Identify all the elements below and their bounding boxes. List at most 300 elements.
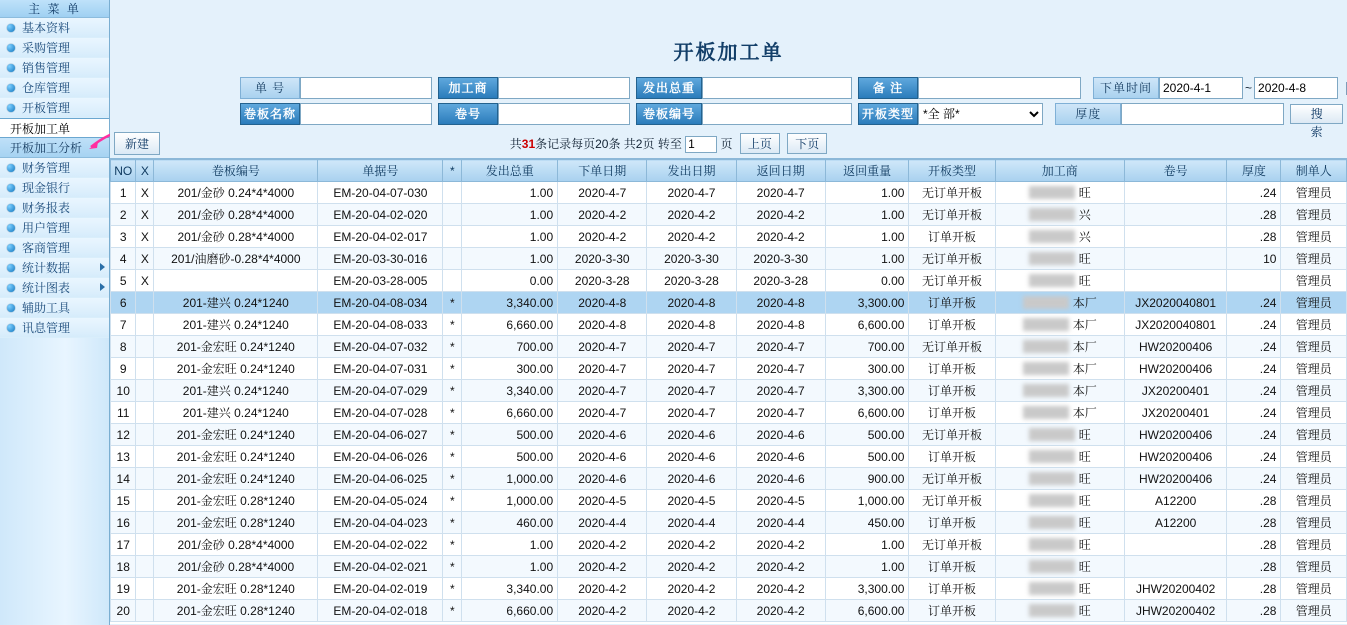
cell-back-weight: 6,600.00 (825, 314, 909, 336)
sidebar-item-basic-info[interactable] (0, 18, 109, 38)
cell-roll-no (1125, 226, 1227, 248)
cell-back-date: 2020-4-2 (736, 556, 825, 578)
pager-text-1: 共 (509, 137, 522, 151)
bullet-icon (7, 64, 15, 72)
cell-back-date: 2020-4-6 (736, 468, 825, 490)
cell-no: 11 (111, 402, 136, 424)
sidebar-item-customer-mgmt[interactable] (0, 238, 109, 258)
roll-no-input[interactable] (498, 103, 630, 125)
cell-back-weight: 700.00 (825, 336, 909, 358)
cell-doc-no: EM-20-04-02-021 (318, 556, 443, 578)
cell-order-date: 2020-4-8 (558, 292, 647, 314)
cell-maker: 管理员 (1281, 248, 1347, 270)
cell-back-date: 2020-4-2 (736, 204, 825, 226)
cell-processor: 本厂 (995, 380, 1124, 402)
cell-open-type: 无订单开板 (909, 424, 995, 446)
cell-star: * (443, 358, 462, 380)
sidebar-item-label: 开板加工单 (10, 122, 71, 136)
cell-x (136, 490, 154, 512)
column-header-back-weight[interactable]: 返回重量 (825, 160, 909, 182)
cell-star: * (443, 512, 462, 534)
cell-x: X (136, 248, 154, 270)
sidebar-item-tools[interactable] (0, 298, 109, 318)
cell-x (136, 380, 154, 402)
doc-no-input[interactable] (300, 77, 432, 99)
cell-no: 16 (111, 512, 136, 534)
cell-order-date: 2020-4-7 (558, 336, 647, 358)
table-row[interactable] (111, 600, 1347, 622)
cell-back-date: 2020-3-28 (736, 270, 825, 292)
cell-maker: 管理员 (1281, 314, 1347, 336)
cell-doc-no: EM-20-04-07-032 (318, 336, 443, 358)
sidebar-item-label: 现金银行 (22, 181, 71, 195)
sidebar-item-finance[interactable] (0, 158, 109, 178)
cell-no: 4 (111, 248, 136, 270)
cell-processor: 旺 (995, 424, 1124, 446)
cell-back-weight: 6,600.00 (825, 600, 909, 622)
cell-roll-code: 201/金砂 0.28*4*4000 (154, 226, 318, 248)
cell-total-out: 1,000.00 (462, 490, 558, 512)
table-row[interactable] (111, 182, 1347, 204)
toolbar (110, 129, 1347, 158)
cell-out-date: 2020-4-7 (647, 358, 736, 380)
column-header-roll-code[interactable]: 卷板编号 (154, 160, 318, 182)
cell-roll-no (1125, 204, 1227, 226)
cell-maker: 管理员 (1281, 578, 1347, 600)
cell-roll-code: 201-金宏旺 0.24*1240 (154, 358, 318, 380)
cell-thickness (1227, 270, 1281, 292)
table-row[interactable] (111, 292, 1347, 314)
cell-maker: 管理员 (1281, 380, 1347, 402)
cell-doc-no: EM-20-04-04-023 (318, 512, 443, 534)
column-header-processor[interactable]: 加工商 (995, 160, 1124, 182)
cell-maker: 管理员 (1281, 358, 1347, 380)
cell-processor: 本厂 (995, 358, 1124, 380)
sidebar-item-user-mgmt[interactable] (0, 218, 109, 238)
cell-out-date: 2020-4-2 (647, 204, 736, 226)
cell-order-date: 2020-4-2 (558, 226, 647, 248)
sidebar-item-financial-report[interactable] (0, 198, 109, 218)
cell-total-out: 460.00 (462, 512, 558, 534)
search-panel (110, 77, 1347, 139)
cell-back-date: 2020-4-7 (736, 380, 825, 402)
cell-order-date: 2020-4-7 (558, 182, 647, 204)
bullet-icon (7, 24, 15, 32)
cell-maker: 管理员 (1281, 446, 1347, 468)
cell-order-date: 2020-4-2 (558, 204, 647, 226)
chevron-right-icon (100, 283, 105, 291)
roll-name-input[interactable] (300, 103, 432, 125)
search-row-1 (240, 77, 1343, 99)
cell-back-date: 2020-4-7 (736, 182, 825, 204)
table-row[interactable] (111, 490, 1347, 512)
thickness-input[interactable] (1121, 103, 1284, 125)
cell-star: * (443, 446, 462, 468)
cell-back-weight: 1.00 (825, 204, 909, 226)
cell-thickness: .24 (1227, 314, 1281, 336)
table-row[interactable] (111, 578, 1347, 600)
cell-back-weight: 900.00 (825, 468, 909, 490)
cell-maker: 管理员 (1281, 226, 1347, 248)
cell-roll-no: HW20200406 (1125, 424, 1227, 446)
cell-thickness: .24 (1227, 182, 1281, 204)
cell-no: 1 (111, 182, 136, 204)
cell-open-type: 订单开板 (909, 402, 995, 424)
cell-processor: 旺 (995, 556, 1124, 578)
cell-maker: 管理员 (1281, 424, 1347, 446)
cell-roll-code (154, 270, 318, 292)
cell-order-date: 2020-4-2 (558, 534, 647, 556)
sidebar-item-plate-process-order[interactable] (0, 118, 109, 138)
table-row[interactable] (111, 248, 1347, 270)
sidebar-item-purchasing[interactable] (0, 38, 109, 58)
cell-back-weight: 3,300.00 (825, 292, 909, 314)
column-header-thickness[interactable]: 厚度 (1227, 160, 1281, 182)
label-total-out: 发出总重 (636, 77, 702, 99)
cell-order-date: 2020-3-30 (558, 248, 647, 270)
cell-back-date: 2020-3-30 (736, 248, 825, 270)
cell-out-date: 2020-3-30 (647, 248, 736, 270)
data-table (110, 159, 1347, 622)
cell-open-type: 无订单开板 (909, 490, 995, 512)
cell-doc-no: EM-20-04-07-028 (318, 402, 443, 424)
table-row[interactable] (111, 204, 1347, 226)
cell-star: * (443, 402, 462, 424)
cell-back-date: 2020-4-6 (736, 446, 825, 468)
cell-open-type: 订单开板 (909, 380, 995, 402)
cell-roll-no: HW20200406 (1125, 468, 1227, 490)
sidebar-item-plate-process-analysis[interactable] (0, 138, 109, 158)
cell-x (136, 512, 154, 534)
main-content (110, 0, 1347, 625)
bullet-icon (7, 104, 15, 112)
prev-page-button[interactable]: 上页 (740, 133, 780, 154)
column-header-open-type[interactable]: 开板类型 (909, 160, 995, 182)
table-header (111, 160, 1347, 182)
cell-maker: 管理员 (1281, 468, 1347, 490)
cell-processor: 兴 (995, 204, 1124, 226)
table-row[interactable] (111, 314, 1347, 336)
total-out-input[interactable] (702, 77, 852, 99)
cell-total-out: 1.00 (462, 204, 558, 226)
cell-open-type: 订单开板 (909, 292, 995, 314)
cell-doc-no: EM-20-03-28-005 (318, 270, 443, 292)
cell-no: 8 (111, 336, 136, 358)
cell-roll-no (1125, 270, 1227, 292)
cell-out-date: 2020-4-8 (647, 292, 736, 314)
cell-out-date: 2020-4-6 (647, 424, 736, 446)
cell-back-date: 2020-4-8 (736, 314, 825, 336)
sidebar-item-messages[interactable] (0, 318, 109, 338)
cell-total-out: 300.00 (462, 358, 558, 380)
cell-out-date: 2020-4-7 (647, 336, 736, 358)
cell-doc-no: EM-20-04-02-022 (318, 534, 443, 556)
column-header-maker[interactable]: 制单人 (1281, 160, 1347, 182)
cell-maker: 管理员 (1281, 534, 1347, 556)
cell-x (136, 292, 154, 314)
cell-thickness: .24 (1227, 336, 1281, 358)
cell-total-out: 500.00 (462, 424, 558, 446)
table-row[interactable] (111, 380, 1347, 402)
cell-roll-no (1125, 248, 1227, 270)
table-row[interactable] (111, 534, 1347, 556)
table-row[interactable] (111, 226, 1347, 248)
cell-roll-no (1125, 534, 1227, 556)
cell-star (443, 182, 462, 204)
cell-processor: 旺 (995, 600, 1124, 622)
cell-maker: 管理员 (1281, 490, 1347, 512)
processor-input[interactable] (498, 77, 630, 99)
cell-total-out: 1.00 (462, 248, 558, 270)
cell-roll-code: 201-金宏旺 0.24*1240 (154, 446, 318, 468)
label-open-type: 开板类型 (858, 103, 918, 125)
cell-back-date: 2020-4-6 (736, 424, 825, 446)
cell-processor: 本厂 (995, 336, 1124, 358)
sidebar-item-label: 讯息管理 (22, 321, 71, 335)
bullet-icon (7, 44, 15, 52)
sidebar-item-label: 统计数据 (22, 261, 71, 275)
date-range-separator: ~ (1245, 81, 1253, 95)
cell-maker: 管理员 (1281, 512, 1347, 534)
cell-back-date: 2020-4-7 (736, 358, 825, 380)
sidebar-item-label: 用户管理 (22, 221, 71, 235)
cell-x: X (136, 204, 154, 226)
cell-no: 15 (111, 490, 136, 512)
cell-open-type: 无订单开板 (909, 534, 995, 556)
table-row[interactable] (111, 270, 1347, 292)
column-header-x[interactable]: X (136, 160, 154, 182)
cell-processor: 本厂 (995, 402, 1124, 424)
cell-total-out: 0.00 (462, 270, 558, 292)
sidebar-item-label: 统计图表 (22, 281, 71, 295)
cell-back-date: 2020-4-7 (736, 336, 825, 358)
sidebar-item-label: 开板加工分析 (10, 141, 83, 155)
cell-open-type: 无订单开板 (909, 336, 995, 358)
order-date-to-input[interactable] (1254, 77, 1338, 99)
cell-back-weight: 1,000.00 (825, 490, 909, 512)
cell-doc-no: EM-20-04-02-020 (318, 204, 443, 226)
next-page-button[interactable]: 下页 (787, 133, 827, 154)
cell-thickness: .28 (1227, 490, 1281, 512)
cell-x: X (136, 226, 154, 248)
cell-roll-code: 201-金宏旺 0.28*1240 (154, 512, 318, 534)
cell-x (136, 556, 154, 578)
bullet-icon (7, 324, 15, 332)
cell-total-out: 6,660.00 (462, 402, 558, 424)
bullet-icon (7, 164, 15, 172)
cell-roll-code: 201/金砂 0.28*4*4000 (154, 556, 318, 578)
cell-back-weight: 3,300.00 (825, 380, 909, 402)
sidebar (0, 0, 110, 625)
cell-star (443, 226, 462, 248)
cell-out-date: 2020-4-4 (647, 512, 736, 534)
cell-thickness: 10 (1227, 248, 1281, 270)
cell-back-date: 2020-4-2 (736, 600, 825, 622)
cell-star: * (443, 336, 462, 358)
cell-out-date: 2020-4-7 (647, 380, 736, 402)
cell-out-date: 2020-3-28 (647, 270, 736, 292)
pager (160, 133, 1177, 154)
cell-processor: 旺 (995, 490, 1124, 512)
table-row[interactable] (111, 446, 1347, 468)
cell-x (136, 336, 154, 358)
cell-processor: 兴 (995, 226, 1124, 248)
cell-roll-code: 201-金宏旺 0.28*1240 (154, 578, 318, 600)
cell-x (136, 578, 154, 600)
cell-doc-no: EM-20-04-06-025 (318, 468, 443, 490)
order-date-from-input[interactable] (1159, 77, 1243, 99)
cell-no: 17 (111, 534, 136, 556)
cell-order-date: 2020-3-28 (558, 270, 647, 292)
cell-back-date: 2020-4-8 (736, 292, 825, 314)
cell-roll-no (1125, 556, 1227, 578)
cell-total-out: 6,660.00 (462, 314, 558, 336)
cell-roll-no: JHW20200402 (1125, 578, 1227, 600)
cell-doc-no: EM-20-04-02-019 (318, 578, 443, 600)
table-row[interactable] (111, 512, 1347, 534)
column-header-doc-no[interactable]: 单据号 (318, 160, 443, 182)
cell-thickness: .28 (1227, 578, 1281, 600)
new-button[interactable]: 新建 (114, 132, 160, 155)
open-type-select[interactable] (918, 103, 1043, 125)
cell-out-date: 2020-4-2 (647, 556, 736, 578)
sidebar-item-label: 采购管理 (22, 41, 71, 55)
cell-open-type: 无订单开板 (909, 204, 995, 226)
cell-maker: 管理员 (1281, 336, 1347, 358)
sidebar-item-cash-bank[interactable] (0, 178, 109, 198)
cell-no: 18 (111, 556, 136, 578)
cell-roll-code: 201/油磨砂-0.28*4*4000 (154, 248, 318, 270)
cell-processor: 旺 (995, 270, 1124, 292)
sidebar-item-label: 财务管理 (22, 161, 71, 175)
cell-out-date: 2020-4-2 (647, 534, 736, 556)
sidebar-item-statistics-data[interactable] (0, 258, 109, 278)
cell-maker: 管理员 (1281, 182, 1347, 204)
column-header-roll-no[interactable]: 卷号 (1125, 160, 1227, 182)
cell-roll-code: 201-金宏旺 0.28*1240 (154, 490, 318, 512)
bullet-icon (7, 84, 15, 92)
table-row[interactable] (111, 556, 1347, 578)
label-remark: 备 注 (858, 77, 918, 99)
cell-order-date: 2020-4-5 (558, 490, 647, 512)
cell-x (136, 446, 154, 468)
cell-thickness: .24 (1227, 446, 1281, 468)
column-header-no[interactable]: NO (111, 160, 136, 182)
cell-no: 9 (111, 358, 136, 380)
cell-roll-no: JX2020040801 (1125, 292, 1227, 314)
cell-roll-no: JHW20200402 (1125, 600, 1227, 622)
cell-thickness: .28 (1227, 512, 1281, 534)
table-row[interactable] (111, 336, 1347, 358)
table-row[interactable] (111, 424, 1347, 446)
cell-doc-no: EM-20-04-05-024 (318, 490, 443, 512)
column-header-star[interactable]: * (443, 160, 462, 182)
cell-order-date: 2020-4-8 (558, 314, 647, 336)
cell-open-type: 无订单开板 (909, 270, 995, 292)
cell-star: * (443, 556, 462, 578)
pager-text-2: 条记录每页20条 共2页 转至 (535, 137, 682, 151)
cell-star: * (443, 578, 462, 600)
cell-star: * (443, 600, 462, 622)
cell-star: * (443, 292, 462, 314)
roll-code-input[interactable] (702, 103, 852, 125)
cell-roll-code: 201/金砂 0.28*4*4000 (154, 534, 318, 556)
cell-roll-no: JX20200401 (1125, 402, 1227, 424)
cell-open-type: 订单开板 (909, 446, 995, 468)
cell-total-out: 3,340.00 (462, 380, 558, 402)
sidebar-item-statistics-chart[interactable] (0, 278, 109, 298)
sidebar-item-sales[interactable] (0, 58, 109, 78)
bullet-icon (7, 204, 15, 212)
table-row[interactable] (111, 468, 1347, 490)
column-header-out-date[interactable]: 发出日期 (647, 160, 736, 182)
cell-no: 12 (111, 424, 136, 446)
cell-processor: 旺 (995, 182, 1124, 204)
cell-back-weight: 1.00 (825, 556, 909, 578)
cell-doc-no: EM-20-04-07-030 (318, 182, 443, 204)
cell-x: X (136, 270, 154, 292)
cell-roll-code: 201-金宏旺 0.28*1240 (154, 600, 318, 622)
cell-total-out: 1.00 (462, 534, 558, 556)
cell-roll-no: A12200 (1125, 490, 1227, 512)
cell-roll-no: JX20200401 (1125, 380, 1227, 402)
table-header-row (111, 160, 1347, 182)
table-row[interactable] (111, 402, 1347, 424)
cell-no: 13 (111, 446, 136, 468)
cell-doc-no: EM-20-04-07-029 (318, 380, 443, 402)
cell-roll-no: HW20200406 (1125, 358, 1227, 380)
label-order-time: 下单时间 (1093, 77, 1159, 99)
pager-page-input[interactable] (685, 136, 717, 153)
cell-star: * (443, 424, 462, 446)
column-header-order-date[interactable]: 下单日期 (558, 160, 647, 182)
cell-back-weight: 450.00 (825, 512, 909, 534)
cell-back-weight: 1.00 (825, 534, 909, 556)
sidebar-item-plate-mgmt[interactable] (0, 98, 109, 118)
search-button[interactable]: 搜索 (1290, 104, 1343, 124)
table-row[interactable] (111, 358, 1347, 380)
sidebar-item-warehouse[interactable] (0, 78, 109, 98)
cell-out-date: 2020-4-2 (647, 600, 736, 622)
cell-order-date: 2020-4-2 (558, 556, 647, 578)
cell-processor: 旺 (995, 534, 1124, 556)
cell-maker: 管理员 (1281, 402, 1347, 424)
cell-thickness: .28 (1227, 556, 1281, 578)
cell-back-date: 2020-4-2 (736, 226, 825, 248)
cell-roll-code: 201-建兴 0.24*1240 (154, 292, 318, 314)
cell-back-date: 2020-4-2 (736, 578, 825, 600)
cell-open-type: 订单开板 (909, 512, 995, 534)
cell-no: 7 (111, 314, 136, 336)
remark-input[interactable] (918, 77, 1081, 99)
cell-roll-no: A12200 (1125, 512, 1227, 534)
column-header-total-out[interactable]: 发出总重 (462, 160, 558, 182)
cell-processor: 旺 (995, 578, 1124, 600)
cell-total-out: 3,340.00 (462, 578, 558, 600)
cell-out-date: 2020-4-7 (647, 182, 736, 204)
cell-x (136, 534, 154, 556)
cell-back-date: 2020-4-7 (736, 402, 825, 424)
cell-roll-no (1125, 182, 1227, 204)
cell-total-out: 500.00 (462, 446, 558, 468)
cell-roll-code: 201-金宏旺 0.24*1240 (154, 468, 318, 490)
cell-open-type: 订单开板 (909, 578, 995, 600)
cell-order-date: 2020-4-6 (558, 446, 647, 468)
column-header-back-date[interactable]: 返回日期 (736, 160, 825, 182)
cell-out-date: 2020-4-2 (647, 578, 736, 600)
cell-total-out: 1.00 (462, 226, 558, 248)
cell-x (136, 358, 154, 380)
